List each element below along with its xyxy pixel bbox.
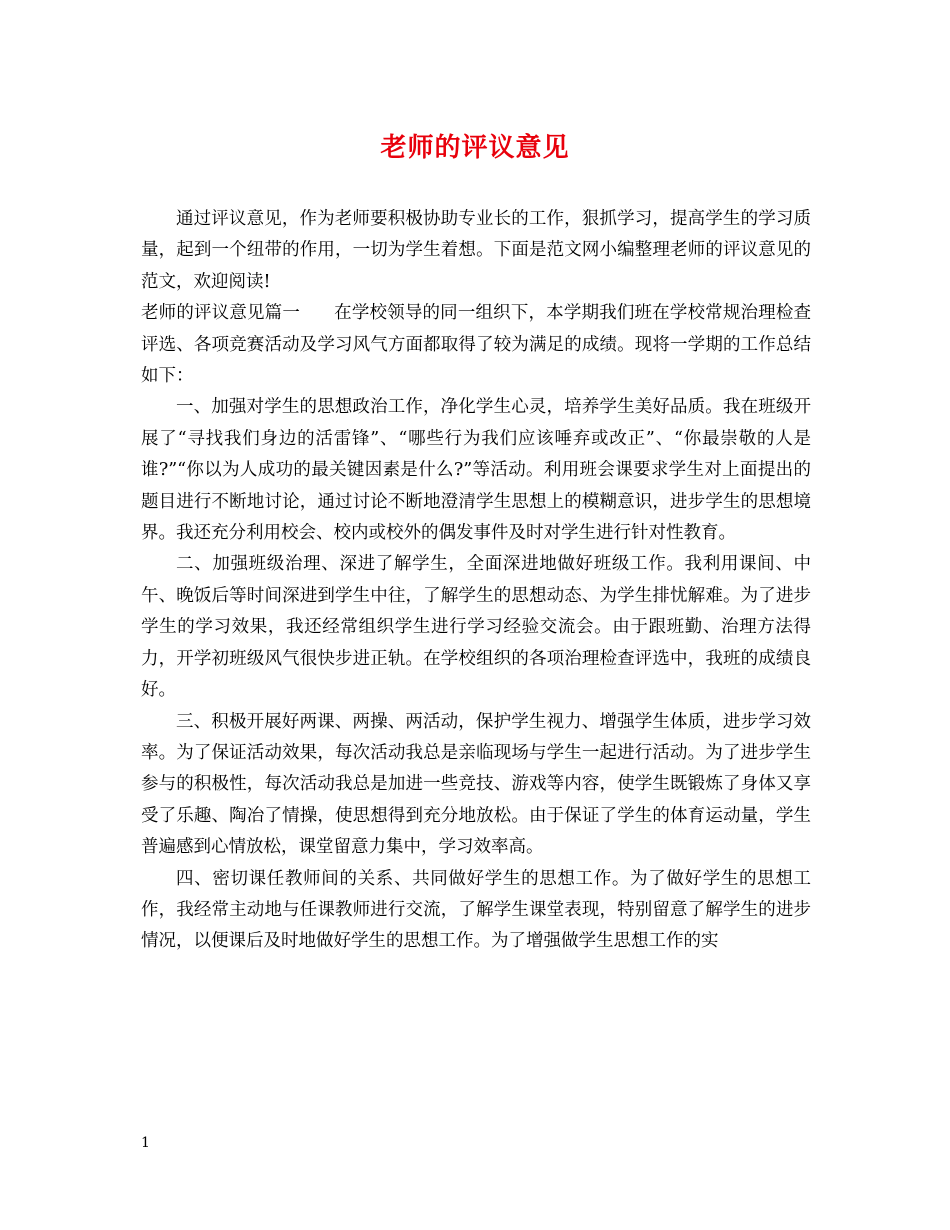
body-paragraph-3: 三、积极开展好两课、两操、两活动，保护学生视力、增强学生体质，进步学习效率。为了保证活动效果，每次活动我总是亲临现场与学生一起进行活动。为了进步学生参与的积极性，每次活动我总是加进一些竞技、游戏等内容，使学生既锻炼了身体又享受了乐趣、陶冶了情操，使思想得到充分地放松。由于保证了学生的体育运动量，学生普遍感到心情放松，课堂留意力集中，学习效率高。 (141, 711, 811, 858)
section-intro: 在学校领导的同一组织下，本学期我们班在学校常规治理检查评选、各项竞赛活动及学习风气方面都取得了较为满足的成绩。现将一学期的工作总结如下： (141, 303, 811, 387)
section-paragraph (141, 298, 811, 392)
intro-paragraph: 通过评议意见，作为老师要积极协助专业长的工作，狠抓学习，提高学生的学习质量，起到一个纽带的作用，一切为学生着想。下面是范文网小编整理老师的评议意见的范文，欢迎阅读! (141, 209, 811, 292)
document-title: 老师的评议意见 (380, 133, 570, 163)
body-paragraph-2: 二、加强班级治理、深进了解学生，全面深进地做好班级工作。我利用课间、中午、晚饭后等时间深进到学生中往，了解学生的思想动态、为学生排忧解难。为了进步学生的学习效果，我还经常组织学生进行学习经验交流会。由于跟班勤、治理方法得力，开学初班级风气很快步进正轨。在学校组织的各项治理检查评选中，我班的成绩良好。 (141, 554, 811, 701)
section-heading: 老师的评议意见篇一 (141, 303, 300, 324)
body-paragraph-4: 四、密切课任教师间的关系、共同做好学生的思想工作。为了做好学生的思想工作，我经常主动地与任课教师进行交流，了解学生课堂表现，特别留意了解学生的进步情况，以便课后及时地做好学生的思想工作。为了增强做学生思想工作的实 (141, 868, 811, 952)
page-number: 1 (141, 1135, 150, 1151)
body-paragraph-1: 一、加强对学生的思想政治工作，净化学生心灵，培养学生美好品质。我在班级开展了“寻找我们身边的活雷锋”、“哪些行为我们应该唾弃或改正”、“你最崇敬的人是谁?”“你以为人成功的最关键因素是什么?”等活动。利用班会课要求学生对上面提出的题目进行不断地讨论，通过讨论不断地澄清学生思想上的模糊意识，进步学生的思想境界。我还充分利用校会、校内或校外的偶发事件及时对学生进行针对性教育。 (141, 397, 811, 544)
document-body (141, 204, 811, 958)
